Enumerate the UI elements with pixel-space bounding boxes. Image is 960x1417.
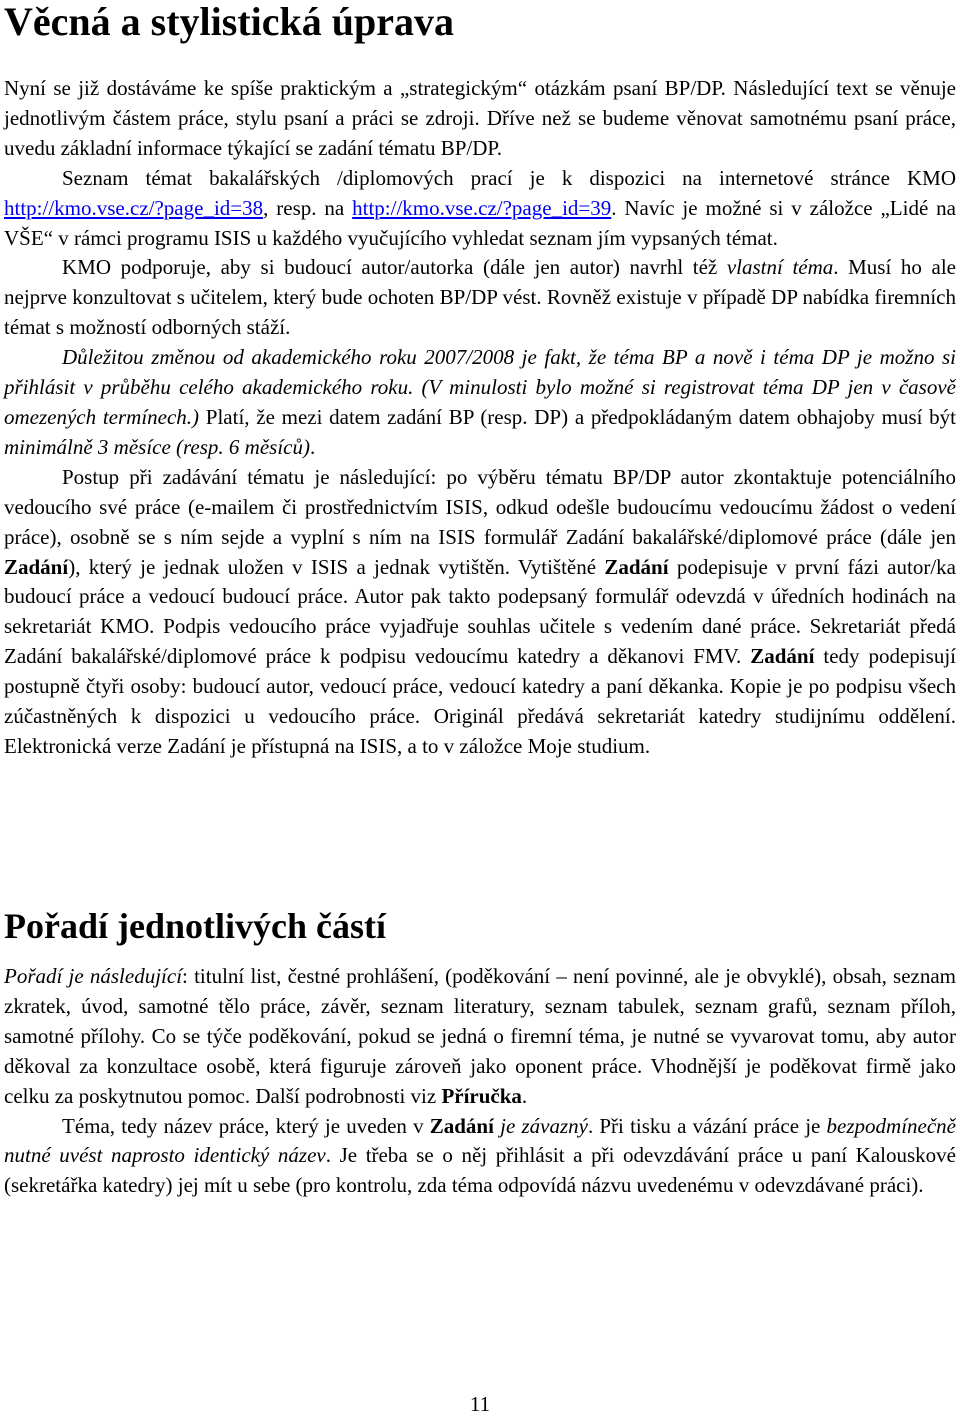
section-heading-1: Věcná a stylistická úprava: [4, 0, 454, 44]
section-heading-2: Pořadí jednotlivých částí: [4, 906, 386, 946]
section-2-body: [4, 962, 956, 1201]
title-binding-paragraph: Téma, tedy název práce, který je uveden v Zadání je závazný. Při tisku a vázání práce je bezpodmínečně nutné uvést naprosto identický název. Je třeba se o něj přihlásit a při odevzdávání práce u paní Kalouskové (sekretářka katedry) jej mít u sebe (pro kontrolu, zda téma odpovídá názvu uvedenému v odevzdávané práci).: [4, 1113, 956, 1198]
kmo-link-page-38[interactable]: http://kmo.vse.cz/?page_id=38: [4, 195, 264, 220]
order-paragraph: Pořadí je následující: titulní list, čestné prohlášení, (poděkování – není povinné, ale je obvyklé), obsah, seznam zkratek, úvod, samotné tělo práce, závěr, seznam literatury, seznam tabulek, seznam grafů, seznam příloh, samotné přílohy. Co se týče poděkování, pokud se jedná o firemní téma, je nutné se vyvarovat tomu, aby autor děkoval za konzultace osobě, která figuruje zároveň jako oponent práce. Vhodnější je poděkovat firmě jako celku za poskytnutou pomoc. Další podrobnosti viz Příručka.: [4, 964, 956, 1108]
important-change-paragraph: Důležitou změnou od akademického roku 2007/2008 je fakt, že téma BP a nově i téma DP je možno si přihlásit v průběhu celého akademického roku. (V minulosti bylo možné si registrovat téma DP jen v časově omezených termínech.) Platí, že mezi datem zadání BP (resp. DP) a předpokládaným datem obhajoby musí být minimálně 3 měsíce (resp. 6 měsíců).: [4, 345, 956, 459]
page-number: 11: [469, 1392, 491, 1416]
intro-paragraph: Nyní se již dostáváme ke spíše praktickým a „strategickým“ otázkám psaní BP/DP. Následující text se věnuje jednotlivým částem práce, stylu psaní a práci se zdroji. Dříve než se budeme věnovat samotnému psaní práce, uvedu základní informace týkající se zadání tématu BP/DP.: [4, 76, 956, 160]
topics-list-paragraph: Seznam témat bakalářských /diplomových prací je k dispozici na internetové stránce KMO http://kmo.vse.cz/?page_id=38, resp. na http://kmo.vse.cz/?page_id=39. Navíc je možné si v záložce „Lidé na VŠE“ v rámci programu ISIS u každého vyučujícího vyhledat seznam jím vypsaných témat.: [4, 165, 957, 250]
handbook-reference: Příručka: [441, 1083, 522, 1108]
own-topic-paragraph: KMO podporuje, aby si budoucí autor/autorka (dále jen autor) navrhl též vlastní téma. Musí ho ale nejprve konzultovat s učitelem, který bude ochoten BP/DP vést. Rovněž existuje v případě DP nabídka firemních témat s možností odborných stáží.: [4, 255, 956, 340]
procedure-paragraph: Postup při zadávání tématu je následující: po výběru tématu BP/DP autor zkontaktuje potenciálního vedoucího své práce (e-mailem či prostřednictvím ISIS, odkud odešle budoucímu vedoucímu žádost o vedení práce), osobně se s ním sejde a vyplní s ním na ISIS formulář Zadání bakalářské/diplomové práce (dále jen Zadání), který je jednak uložen v ISIS a jednak vytištěn. Vytištěné Zadání podepisuje v první fázi autor/ka budoucí práce a vedoucí budoucí práce. Autor pak takto podepsaný formulář odevzdá v úředních hodinách na sekretariát KMO. Podpis vedoucího práce vyjadřuje souhlas učitele s vedením dané práce. Sekretariát předá Zadání bakalářské/diplomové práce k podpisu vedoucímu katedry a děkanovi FMV. Zadání tedy podepisují postupně čtyři osoby: budoucí autor, vedoucí práce, vedoucí katedry a paní děkanka. Kopie je po podpisu všech zúčastněných k dispozici u vedoucího práce. Originál předává sekretariát katedry studijnímu oddělení. Elektronická verze Zadání je přístupná na ISIS, a to v záložce Moje studium.: [4, 464, 956, 758]
section-1-body: [4, 74, 956, 762]
kmo-link-page-39[interactable]: http://kmo.vse.cz/?page_id=39: [352, 195, 612, 220]
